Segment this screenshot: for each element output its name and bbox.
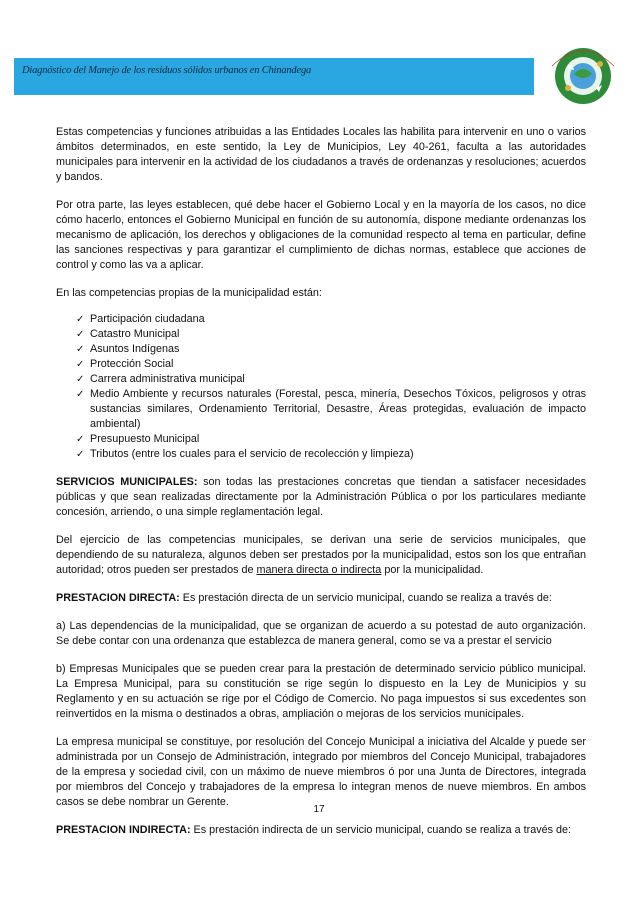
check-icon: ✓ [76,389,85,400]
check-icon: ✓ [76,374,85,385]
paragraph-prestacion-directa: PRESTACION DIRECTA: Es prestación directa de un servicio municipal, cuando se realiza a través de: [56,592,552,604]
logo-seal-icon [546,36,620,110]
list-item: ✓ Participación ciudadana [76,313,205,325]
underlined-phrase: manera directa o indirecta [256,564,382,576]
paragraph-prestacion-indirecta: PRESTACION INDIRECTA: Es prestación indirecta de un servicio municipal, cuando se realiza a través de: [56,824,572,836]
check-icon: ✓ [76,434,85,445]
paragraph: La empresa municipal se constituye, por resolución del Concejo Municipal a iniciativa del Alcalde y puede ser administrada por un Consejo de Administración, integrado por miembros del Concejo Municipal, trabajadores de la empresa y sociedad civil, con un máximo de nueve miembros ó por una Junta de Directores, integrada por miembros del Concejo y trabajadores de la empresa lo integran menos de nueve miembros. En ambos casos se debe nombrar un Gerente. [56,736,586,808]
check-icon: ✓ [76,449,85,460]
header-band [14,58,534,95]
term-prestacion-indirecta: PRESTACION INDIRECTA: [56,824,191,836]
check-icon: ✓ [76,344,85,355]
list-item: ✓ Catastro Municipal [76,328,180,340]
paragraph: Por otra parte, las leyes establecen, qué debe hacer el Gobierno Local y en la mayoría de los casos, no dice cómo hacerlo, entonces el Gobierno Municipal en función de su autonomía, dispone mediante ordenanzas los mecanismo de aplicación, los derechos y obligaciones de la comunidad respecto al tema en particular, define las sanciones respectivas y para garantizar el cumplimiento de dichas normas, establece que acciones de control y como las va a aplicar. [56,199,586,271]
paragraph: Estas competencias y funciones atribuidas a las Entidades Locales las habilita para intervenir en uno o varios ámbitos determinados, en este sentido, la Ley de Municipios, Ley 40-261, faculta a las autoridades municipales para intervenir en la actividad de los ciudadanos a través de ordenanzas y resoluciones; acuerdos y bandos. [56,126,586,183]
paragraph: En las competencias propias de la municipalidad están: [56,287,322,299]
check-icon: ✓ [76,359,85,370]
paragraph: Del ejercicio de las competencias municipales, se derivan una serie de servicios municipales, que dependiendo de su naturaleza, algunos deben ser prestados por la municipalidad, estos son los que entrañan autoridad; otros pueden ser prestados de manera directa o indirecta por la municipalidad. [56,534,586,576]
check-icon: ✓ [76,314,85,325]
term-servicios-municipales: SERVICIOS MUNICIPALES: [56,476,198,488]
document-body [56,125,586,851]
list-item: ✓ Carrera administrativa municipal [76,373,245,385]
list-item: ✓ Asuntos Indígenas [76,343,180,355]
list-item: ✓ Medio Ambiente y recursos naturales (Forestal, pesca, minería, Desechos Tóxicos, peligrosos y otras sustancias similares, Ordenamiento Territorial, Desastre, Áreas protegidas, evaluación de impacto ambiental) [76,388,586,430]
paragraph-servicios: SERVICIOS MUNICIPALES: son todas las prestaciones concretas que tiendan a satisfacer necesidades públicas y que sean realizadas directamente por la Administración Pública o por los particulares mediante concesión, arriendo, o una simple reglamentación legal. [56,476,587,518]
competencias-list [76,312,586,462]
header-title: Diagnóstico del Manejo de los residuos sólidos urbanos en Chinandega [22,65,312,76]
term-prestacion-directa: PRESTACION DIRECTA: [56,592,180,604]
list-item: ✓ Protección Social [76,358,174,370]
paragraph: a) Las dependencias de la municipalidad, que se organizan de acuerdo a su potestad de auto organización. Se debe contar con una ordenanza que establezca de manera general, como se va a prestar el servicio [56,620,586,647]
list-item: ✓ Presupuesto Municipal [76,433,200,445]
list-item: ✓ Tributos (entre los cuales para el servicio de recolección y limpieza) [76,448,414,460]
check-icon: ✓ [76,329,85,340]
page-number: 17 [313,804,325,815]
paragraph: b) Empresas Municipales que se pueden crear para la prestación de determinado servicio público municipal. La Empresa Municipal, para su constitución se rige según lo dispuesto en la Ley de Municipios y su Reglamento y en su actuación se rige por el Código de Comercio. No paga impuestos si sus excedentes son reinvertidos en la misma o destinados a obras, ampliación o mejoras de los servicios municipales. [56,663,586,720]
